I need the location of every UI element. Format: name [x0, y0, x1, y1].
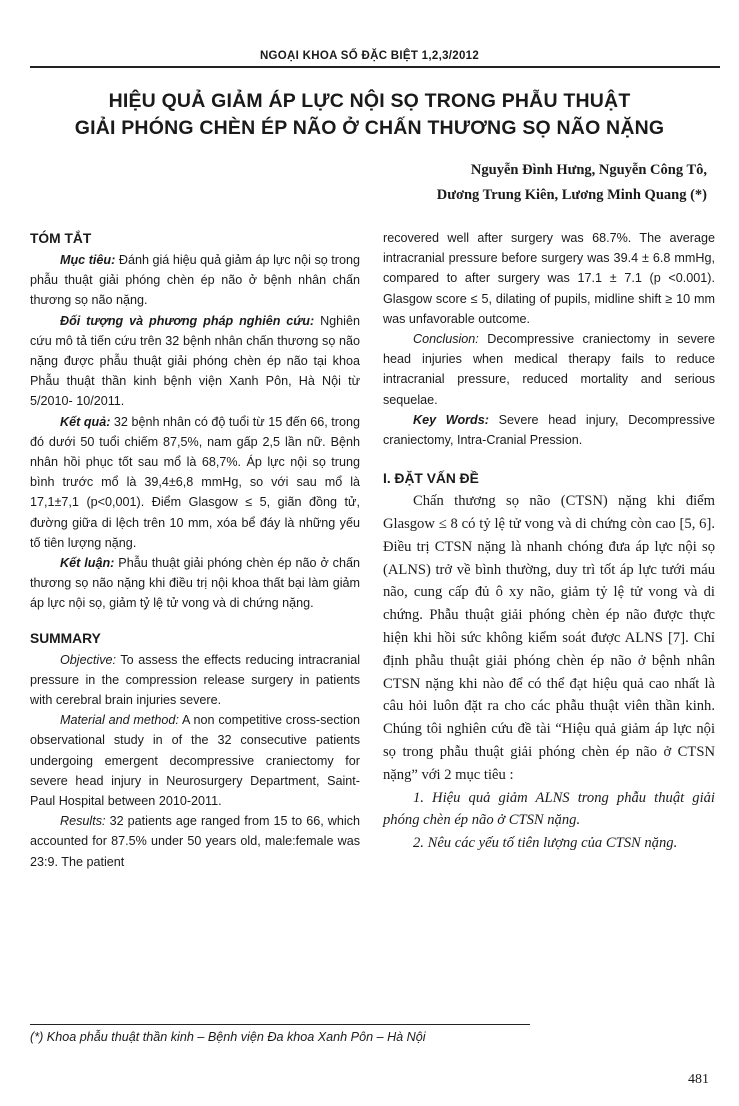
ket-qua-paragraph: [30, 412, 360, 553]
ket-qua-text: 32 bệnh nhân có độ tuổi từ 15 đến 66, trong đó dưới 50 tuổi chiếm 87,5%, nam gấp 2,5 lần nữ. Bệnh nhân hồi phục tốt sau mổ là 68,7%. Áp lực nội sọ trung bình trước mổ là 39,4±6,8 mmHg, so với sau mổ là 17,1±7,1 (p<0,001). Điểm Glasgow ≤ 5, giãn đồng tử, đường giữa di lệch trên 10 mm, xóa bể đáy là những yếu tố tiên lượng nặng.: [30, 414, 360, 550]
muc-tieu-label: Mục tiêu:: [60, 253, 116, 267]
doi-tuong-label: Đối tượng và phương pháp nghiên cứu:: [60, 313, 315, 328]
doi-tuong-text: Nghiên cứu mô tả tiến cứu trên 32 bệnh nhân chấn thương sọ não nặng được phẫu thuật giải phóng chèn ép não tại khoa Phẫu thuật thần kinh bệnh viện Xanh Pôn, Hà Nội từ 5/2010- 10/2011.: [30, 313, 360, 409]
ket-qua-label: Kết quả:: [60, 414, 111, 429]
section-1-paragraph: Chấn thương sọ não (CTSN) nặng khi điểm Glasgow ≤ 8 có tỷ lệ tử vong và di chứng còn cao [5, 6]. Điều trị CTSN nặng là nhanh chóng đưa áp lực nội sọ (ALNS) trở về bình thường, duy trì tốt áp lực tưới máu não, cung cấp đủ ô xy não, giảm tỷ lệ tử vong và di chứng. Phẫu thuật giải phóng chèn ép não được thực hiện khi hồi sức không kiểm soát được ALNS [7]. Chỉ định phẫu thuật giải phóng chèn ép não ở bệnh nhân CTSN nặng khi nào để có thể đạt hiệu quả cao nhất là câu hỏi luôn đặt ra cho các phẫu thuật viên thần kinh. Chúng tôi nghiên cứu đề tài “Hiệu quả giảm áp lực nội sọ trong phẫu thuật giải phóng chèn ép não ở CTSN nặng” với 2 mục tiêu :: [383, 493, 715, 783]
article-title-line-1: HIỆU QUẢ GIẢM ÁP LỰC NỘI SỌ TRONG PHẪU THUẬT: [108, 90, 631, 112]
ket-luan-label: Kết luận:: [60, 556, 115, 571]
article-title-line-2: GIẢI PHÓNG CHÈN ÉP NÃO Ở CHẤN THƯƠNG SỌ NÃO NẶNG: [74, 117, 665, 139]
method-text: A non competitive cross-section observational study in of the 32 consecutive patients undergoing emergent decompressive craniectomy for severe head injury in Neurosurgery Department, Saint-Paul Hospital between 2010-2011.: [30, 713, 360, 809]
keywords-label: Key Words:: [413, 412, 489, 427]
results-paragraph: [30, 811, 360, 872]
objective-label: Objective:: [60, 652, 116, 667]
section-1-heading: I. ĐẶT VẤN ĐỀ: [383, 471, 479, 487]
objective-item-2: 2. Nêu các yếu tố tiên lượng của CTSN nặng.: [413, 835, 678, 852]
results-label: Results:: [60, 814, 106, 829]
running-header: NGOẠI KHOA SỐ ĐẶC BIỆT 1,2,3/2012: [259, 50, 480, 62]
objective-paragraph: [30, 650, 360, 711]
keywords-text: Severe head injury, Decompressive craniectomy, Intra-Cranial Pression.: [383, 412, 716, 448]
objective-text: To assess the effects reducing intracranial pressure in the compression release surgery in patients with cerebral brain injuries severe.: [30, 652, 360, 708]
muc-tieu-paragraph: [30, 250, 360, 311]
muc-tieu-text: Đánh giá hiệu quả giảm áp lực nội sọ trong phẫu thuật giải phóng chèn ép não ở bệnh nhân chấn thương sọ não nặng.: [30, 253, 360, 308]
footnote-rule: [30, 1024, 530, 1025]
summary-heading: SUMMARY: [30, 630, 101, 646]
authors-line-1: Nguyễn Đình Hưng, Nguyễn Công Tô,: [470, 162, 707, 178]
right-column: [383, 228, 715, 855]
ket-luan-text: Phẫu thuật giải phóng chèn ép não ở chấn thương sọ não nặng khi điều trị nội khoa thất bại làm giảm áp lực nội sọ, giảm tỷ lệ tử vong và di chứng nặng.: [30, 556, 360, 611]
section-gap: [383, 450, 715, 468]
conclusion-text: Decompressive craniectomy in severe head injuries when medical therapy fails to reduce intracranial pressure, reduced mortality and serious sequelae.: [383, 332, 715, 407]
section-gap: [30, 614, 360, 628]
objective-item-1: 1. Hiệu quả giảm ALNS trong phẫu thuật giải phóng chèn ép não ở CTSN nặng.: [383, 789, 715, 829]
conclusion-label: Conclusion:: [413, 332, 479, 347]
results-text-part1: 32 patients age ranged from 15 to 66, which accounted for 87.5% under 50 years old, male:female was 23:9. The patient: [30, 814, 360, 869]
footnote: (*) Khoa phẫu thuật thần kinh – Bệnh viện Đa khoa Xanh Pôn – Hà Nội: [30, 1030, 426, 1044]
method-label: Material and method:: [60, 713, 179, 728]
results-paragraph-continued: [383, 228, 715, 329]
header-rule: [30, 66, 720, 68]
left-column: [30, 228, 360, 872]
method-paragraph: [30, 710, 360, 811]
tom-tat-heading: TÓM TẮT: [30, 231, 92, 246]
page-number: 481: [688, 1072, 709, 1087]
conclusion-paragraph: [383, 329, 715, 410]
doi-tuong-paragraph: [30, 311, 360, 412]
results-text-part2: recovered well after surgery was 68.7%. The average intracranial pressure before surgery was 39.4 ± 6.8 mmHg, compared to after surgery was 17.1 ± 7.1 (p <0.001). Glasgow score ≤ 5, dilating of pupils, midline shift ≥ 10 mm was unfavorable outcome.: [383, 231, 715, 326]
keywords-paragraph: [383, 410, 715, 450]
section-1-body: [383, 490, 715, 855]
ket-luan-paragraph: [30, 553, 360, 614]
authors-line-2: Dương Trung Kiên, Lương Minh Quang (*): [436, 187, 707, 203]
